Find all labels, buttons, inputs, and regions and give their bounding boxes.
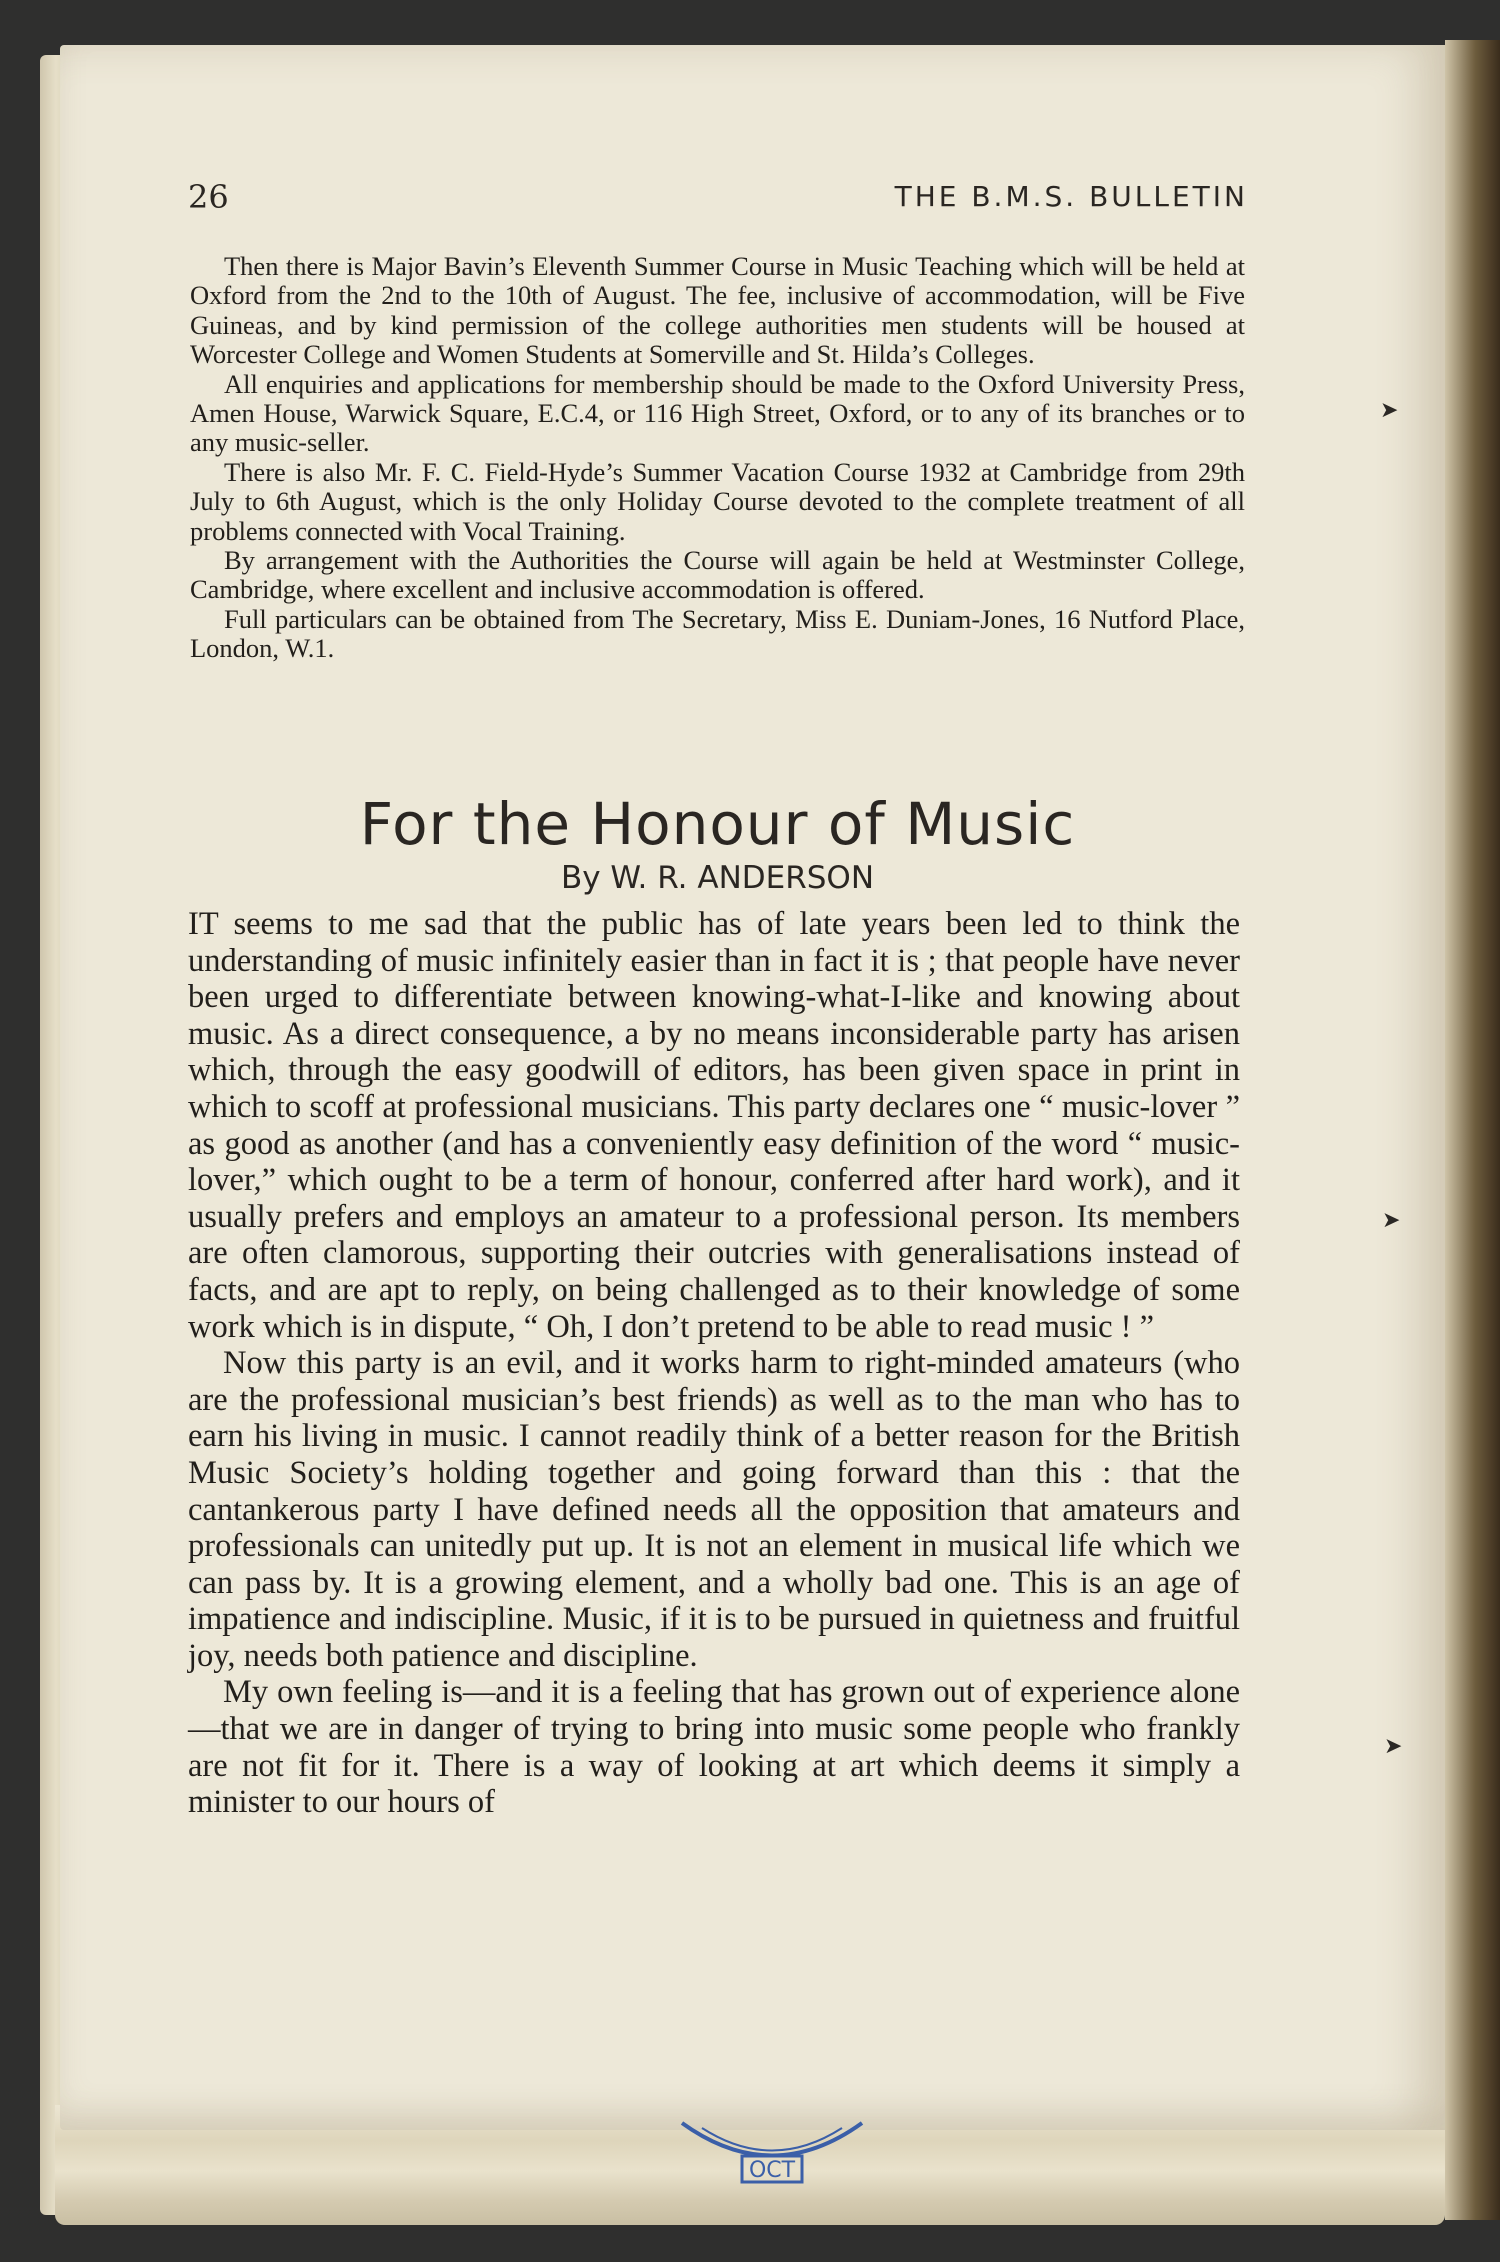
running-head: [188, 178, 1248, 228]
notice-paragraph: Full particulars can be obtained from The Secretary, Miss E. Duniam-Jones, 16 Nutford Place, London, W.1.: [190, 603, 1245, 664]
library-date-stamp: [672, 2118, 872, 2188]
body-paragraph: My own feeling is—and it is a feeling that has grown out of experience alone—that we are in danger of trying to bring into music some people who frankly are not fit for it. There is a way of looking at art which deems it simply a minister to our hours of: [188, 1674, 1240, 1821]
notice-paragraph: All enquiries and applications for membership should be made to the Oxford University Press, Amen House, Warwick Square, E.C.4, or 116 High Street, Oxford, or to any of its branches or to any music-seller.: [190, 368, 1245, 458]
margin-stitch-mark: ➤: [1380, 398, 1399, 423]
body-paragraph: IT seems to me sad that the public has of late years been led to think the understanding of music infinitely easier than in fact it is ; that people have never been urged to differentiate between knowing-what-I-like and knowing about music. As a direct consequence, a by no means inconsiderable party has arisen which, through the easy goodwill of editors, has been given space in print in which to scoff at professional musicians. This party declares one “ music-lover ” as good as another (and has a conveniently easy definition of the word “ music-lover,” which ought to be a term of honour, conferred after hard work), and it usually prefers and employs an amateur to a professional person. Its members are often clamorous, supporting their outcries with generalisations instead of facts, and are apt to reply, on being challenged as to their knowledge of some work which is in dispute, “ Oh, I don’t pretend to be able to read music ! ”: [188, 906, 1240, 1345]
margin-stitch-mark: ➤: [1382, 1208, 1401, 1233]
notice-paragraph: There is also Mr. F. C. Field-Hyde’s Summer Vacation Course 1932 at Cambridge from 29th July to 6th August, which is the only Holiday Course devoted to the complete treatment of all problems connected with Vocal Training.: [190, 456, 1245, 546]
notice-paragraph: Then there is Major Bavin’s Eleventh Summer Course in Music Teaching which will be held at Oxford from the 2nd to the 10th of August. The fee, inclusive of accommodation, will be Five Guineas, and by kind permission of the college authorities men students will be housed at Worcester College and Women Students at Somerville and St. Hilda’s Colleges.: [190, 251, 1245, 370]
page-number: 26: [188, 178, 229, 216]
notice-paragraph: By arrangement with the Authorities the Course will again be held at Westminster College, Cambridge, where excellent and inclusive accommodation is offered.: [190, 545, 1245, 605]
book-spine-edge: [1445, 40, 1500, 2220]
article-body: [188, 906, 1240, 1821]
article-title: For the Honour of Music: [359, 790, 1076, 858]
stamp-month: OCT: [748, 2158, 796, 2183]
article-byline: By W. R. ANDERSON: [560, 860, 875, 896]
margin-stitch-mark: ➤: [1384, 1734, 1403, 1759]
journal-title: THE B.M.S. BULLETIN: [894, 180, 1248, 213]
body-paragraph: Now this party is an evil, and it works harm to right-minded amateurs (who are the professional musician’s best friends) as well as to the man who has to earn his living in music. I cannot readily think of a better reason for the British Music Society’s holding together and going forward than this : that the cantankerous party I have defined needs all the opposition that amateurs and professionals can unitedly put up. It is not an element in musical life which we can pass by. It is a growing element, and a wholly bad one. This is an age of impatience and indiscipline. Music, if it is to be pursued in quietness and fruitful joy, needs both patience and discipline.: [188, 1345, 1240, 1674]
course-notices: [190, 252, 1245, 664]
